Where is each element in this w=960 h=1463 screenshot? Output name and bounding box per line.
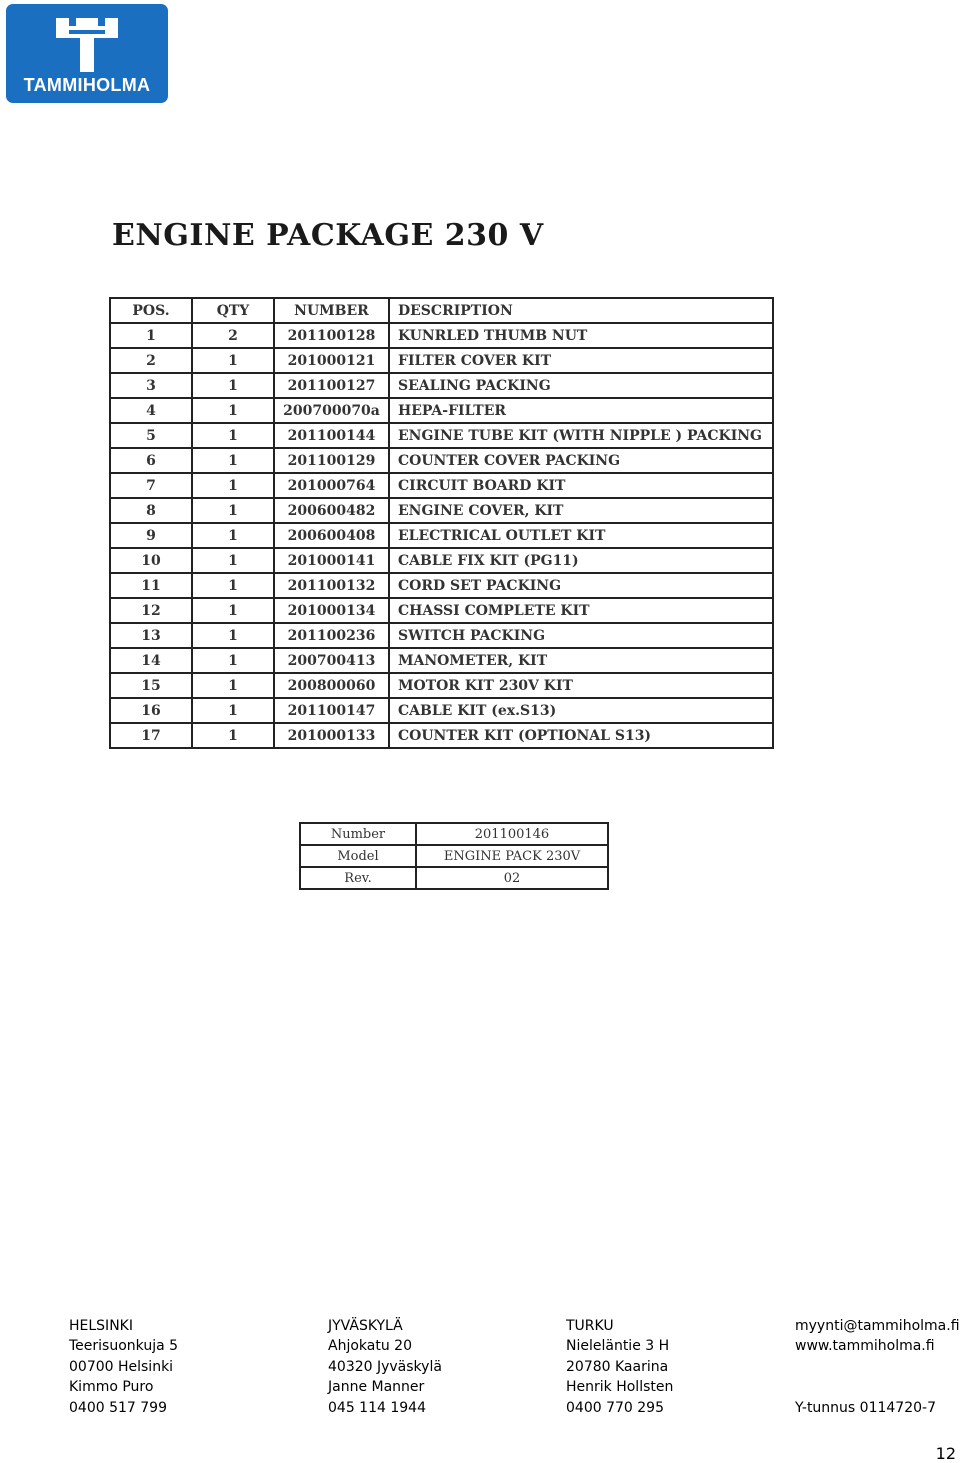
footer-helsinki-line: Teerisuonkuja 5: [69, 1338, 179, 1355]
header-qty: QTY: [192, 298, 274, 323]
row-qty: 1: [192, 348, 274, 373]
row-number: 200600408: [274, 523, 389, 548]
footer-jyvaskyla-line: JYVÄSKYLÄ: [328, 1318, 403, 1334]
row-pos: 2: [110, 348, 192, 373]
info-label: Model: [300, 845, 416, 867]
table-row: [110, 423, 773, 448]
row-pos: 9: [110, 523, 192, 548]
table-row: [110, 398, 773, 423]
row-pos: 5: [110, 423, 192, 448]
row-number: 201100127: [274, 373, 389, 398]
parts-table-header: [110, 298, 773, 323]
footer-jyvaskyla-line: Ahjokatu 20: [328, 1338, 412, 1355]
row-qty: 1: [192, 598, 274, 623]
table-row: [110, 598, 773, 623]
footer-jyvaskyla-line: Janne Manner: [328, 1379, 425, 1396]
info-value: 02: [416, 867, 608, 889]
row-qty: 1: [192, 623, 274, 648]
table-row: [110, 323, 773, 348]
table-row: [110, 448, 773, 473]
page-title: ENGINE PACKAGE 230 V: [112, 218, 544, 253]
table-row: [110, 623, 773, 648]
part-info-table: [299, 822, 609, 890]
row-pos: 10: [110, 548, 192, 573]
row-qty: 1: [192, 573, 274, 598]
row-number: 201100128: [274, 323, 389, 348]
row-pos: 16: [110, 698, 192, 723]
footer-helsinki-line: 0400 517 799: [69, 1399, 167, 1416]
row-qty: 1: [192, 423, 274, 448]
row-qty: 1: [192, 473, 274, 498]
table-row: [110, 373, 773, 398]
row-qty: 2: [192, 323, 274, 348]
row-pos: 14: [110, 648, 192, 673]
row-pos: 13: [110, 623, 192, 648]
footer-turku: [566, 1316, 673, 1418]
row-number: 201000134: [274, 598, 389, 623]
footer-jyvaskyla: [328, 1316, 442, 1418]
row-number: 201100144: [274, 423, 389, 448]
row-number: 200700413: [274, 648, 389, 673]
row-qty: 1: [192, 723, 274, 748]
table-row: [110, 473, 773, 498]
row-qty: 1: [192, 498, 274, 523]
row-pos: 1: [110, 323, 192, 348]
row-description: COUNTER COVER PACKING: [389, 448, 773, 473]
row-description: ENGINE COVER, KIT: [389, 498, 773, 523]
row-description: MOTOR KIT 230V KIT: [389, 673, 773, 698]
row-number: 201100236: [274, 623, 389, 648]
table-row: [110, 673, 773, 698]
table-row: [110, 648, 773, 673]
row-qty: 1: [192, 373, 274, 398]
row-description: SEALING PACKING: [389, 373, 773, 398]
company-logo: [6, 4, 168, 103]
row-number: 200800060: [274, 673, 389, 698]
footer-helsinki-line: Kimmo Puro: [69, 1379, 154, 1396]
footer-helsinki-line: HELSINKI: [69, 1318, 133, 1334]
logo-text: TAMMIHOLMA: [23, 75, 151, 95]
table-row: [110, 548, 773, 573]
footer-turku-line: Henrik Hollsten: [566, 1379, 674, 1396]
footer-helsinki: [69, 1316, 178, 1418]
footer-website-link[interactable]: www.tammiholma.fi: [795, 1338, 935, 1355]
footer-email-link[interactable]: myynti@tammiholma.fi: [795, 1318, 960, 1334]
footer-turku-line: 20780 Kaarina: [566, 1358, 669, 1375]
table-row: [110, 523, 773, 548]
row-pos: 4: [110, 398, 192, 423]
footer-jyvaskyla-line: 40320 Jyväskylä: [328, 1358, 442, 1375]
row-description: HEPA-FILTER: [389, 398, 773, 423]
row-qty: 1: [192, 398, 274, 423]
table-row: [110, 723, 773, 748]
info-label: Rev.: [300, 867, 416, 889]
info-value: 201100146: [416, 823, 608, 845]
info-value: ENGINE PACK 230V: [416, 845, 608, 867]
row-description: CABLE FIX KIT (PG11): [389, 548, 773, 573]
header-pos: POS.: [110, 298, 192, 323]
row-qty: 1: [192, 698, 274, 723]
row-qty: 1: [192, 648, 274, 673]
row-description: KUNRLED THUMB NUT: [389, 323, 773, 348]
footer-jyvaskyla-line: 045 114 1944: [328, 1399, 426, 1416]
row-description: SWITCH PACKING: [389, 623, 773, 648]
footer-contact: [795, 1316, 960, 1418]
row-description: FILTER COVER KIT: [389, 348, 773, 373]
row-pos: 6: [110, 448, 192, 473]
info-row: [300, 823, 608, 845]
row-number: 201100147: [274, 698, 389, 723]
row-description: CHASSI COMPLETE KIT: [389, 598, 773, 623]
row-number: 201000133: [274, 723, 389, 748]
table-row: [110, 498, 773, 523]
row-number: 201100132: [274, 573, 389, 598]
row-pos: 7: [110, 473, 192, 498]
row-qty: 1: [192, 548, 274, 573]
row-description: CORD SET PACKING: [389, 573, 773, 598]
row-pos: 12: [110, 598, 192, 623]
header-description: DESCRIPTION: [389, 298, 773, 323]
row-qty: 1: [192, 523, 274, 548]
row-description: CABLE KIT (ex.S13): [389, 698, 773, 723]
row-number: 200700070a: [274, 398, 389, 423]
row-qty: 1: [192, 673, 274, 698]
row-description: COUNTER KIT (OPTIONAL S13): [389, 723, 773, 748]
page-number: 12: [935, 1444, 956, 1463]
row-description: MANOMETER, KIT: [389, 648, 773, 673]
row-pos: 3: [110, 373, 192, 398]
info-label: Number: [300, 823, 416, 845]
row-pos: 17: [110, 723, 192, 748]
row-pos: 8: [110, 498, 192, 523]
info-row: [300, 867, 608, 889]
info-row: [300, 845, 608, 867]
table-row: [110, 698, 773, 723]
row-qty: 1: [192, 448, 274, 473]
row-description: ELECTRICAL OUTLET KIT: [389, 523, 773, 548]
row-description: ENGINE TUBE KIT (WITH NIPPLE ) PACKING: [389, 423, 773, 448]
row-number: 201000764: [274, 473, 389, 498]
footer-turku-line: 0400 770 295: [566, 1399, 664, 1416]
row-number: 201000121: [274, 348, 389, 373]
footer-helsinki-line: 00700 Helsinki: [69, 1358, 174, 1375]
row-number: 201000141: [274, 548, 389, 573]
parts-table: [109, 297, 774, 749]
footer-turku-line: Nieleläntie 3 H: [566, 1338, 670, 1355]
table-row: [110, 348, 773, 373]
row-description: CIRCUIT BOARD KIT: [389, 473, 773, 498]
row-number: 200600482: [274, 498, 389, 523]
footer-turku-line: TURKU: [566, 1318, 614, 1334]
table-row: [110, 573, 773, 598]
tammiholma-logo-icon: [56, 18, 118, 72]
row-number: 201100129: [274, 448, 389, 473]
row-pos: 15: [110, 673, 192, 698]
row-pos: 11: [110, 573, 192, 598]
header-number: NUMBER: [274, 298, 389, 323]
footer-business-id: Y-tunnus 0114720-7: [795, 1399, 936, 1416]
